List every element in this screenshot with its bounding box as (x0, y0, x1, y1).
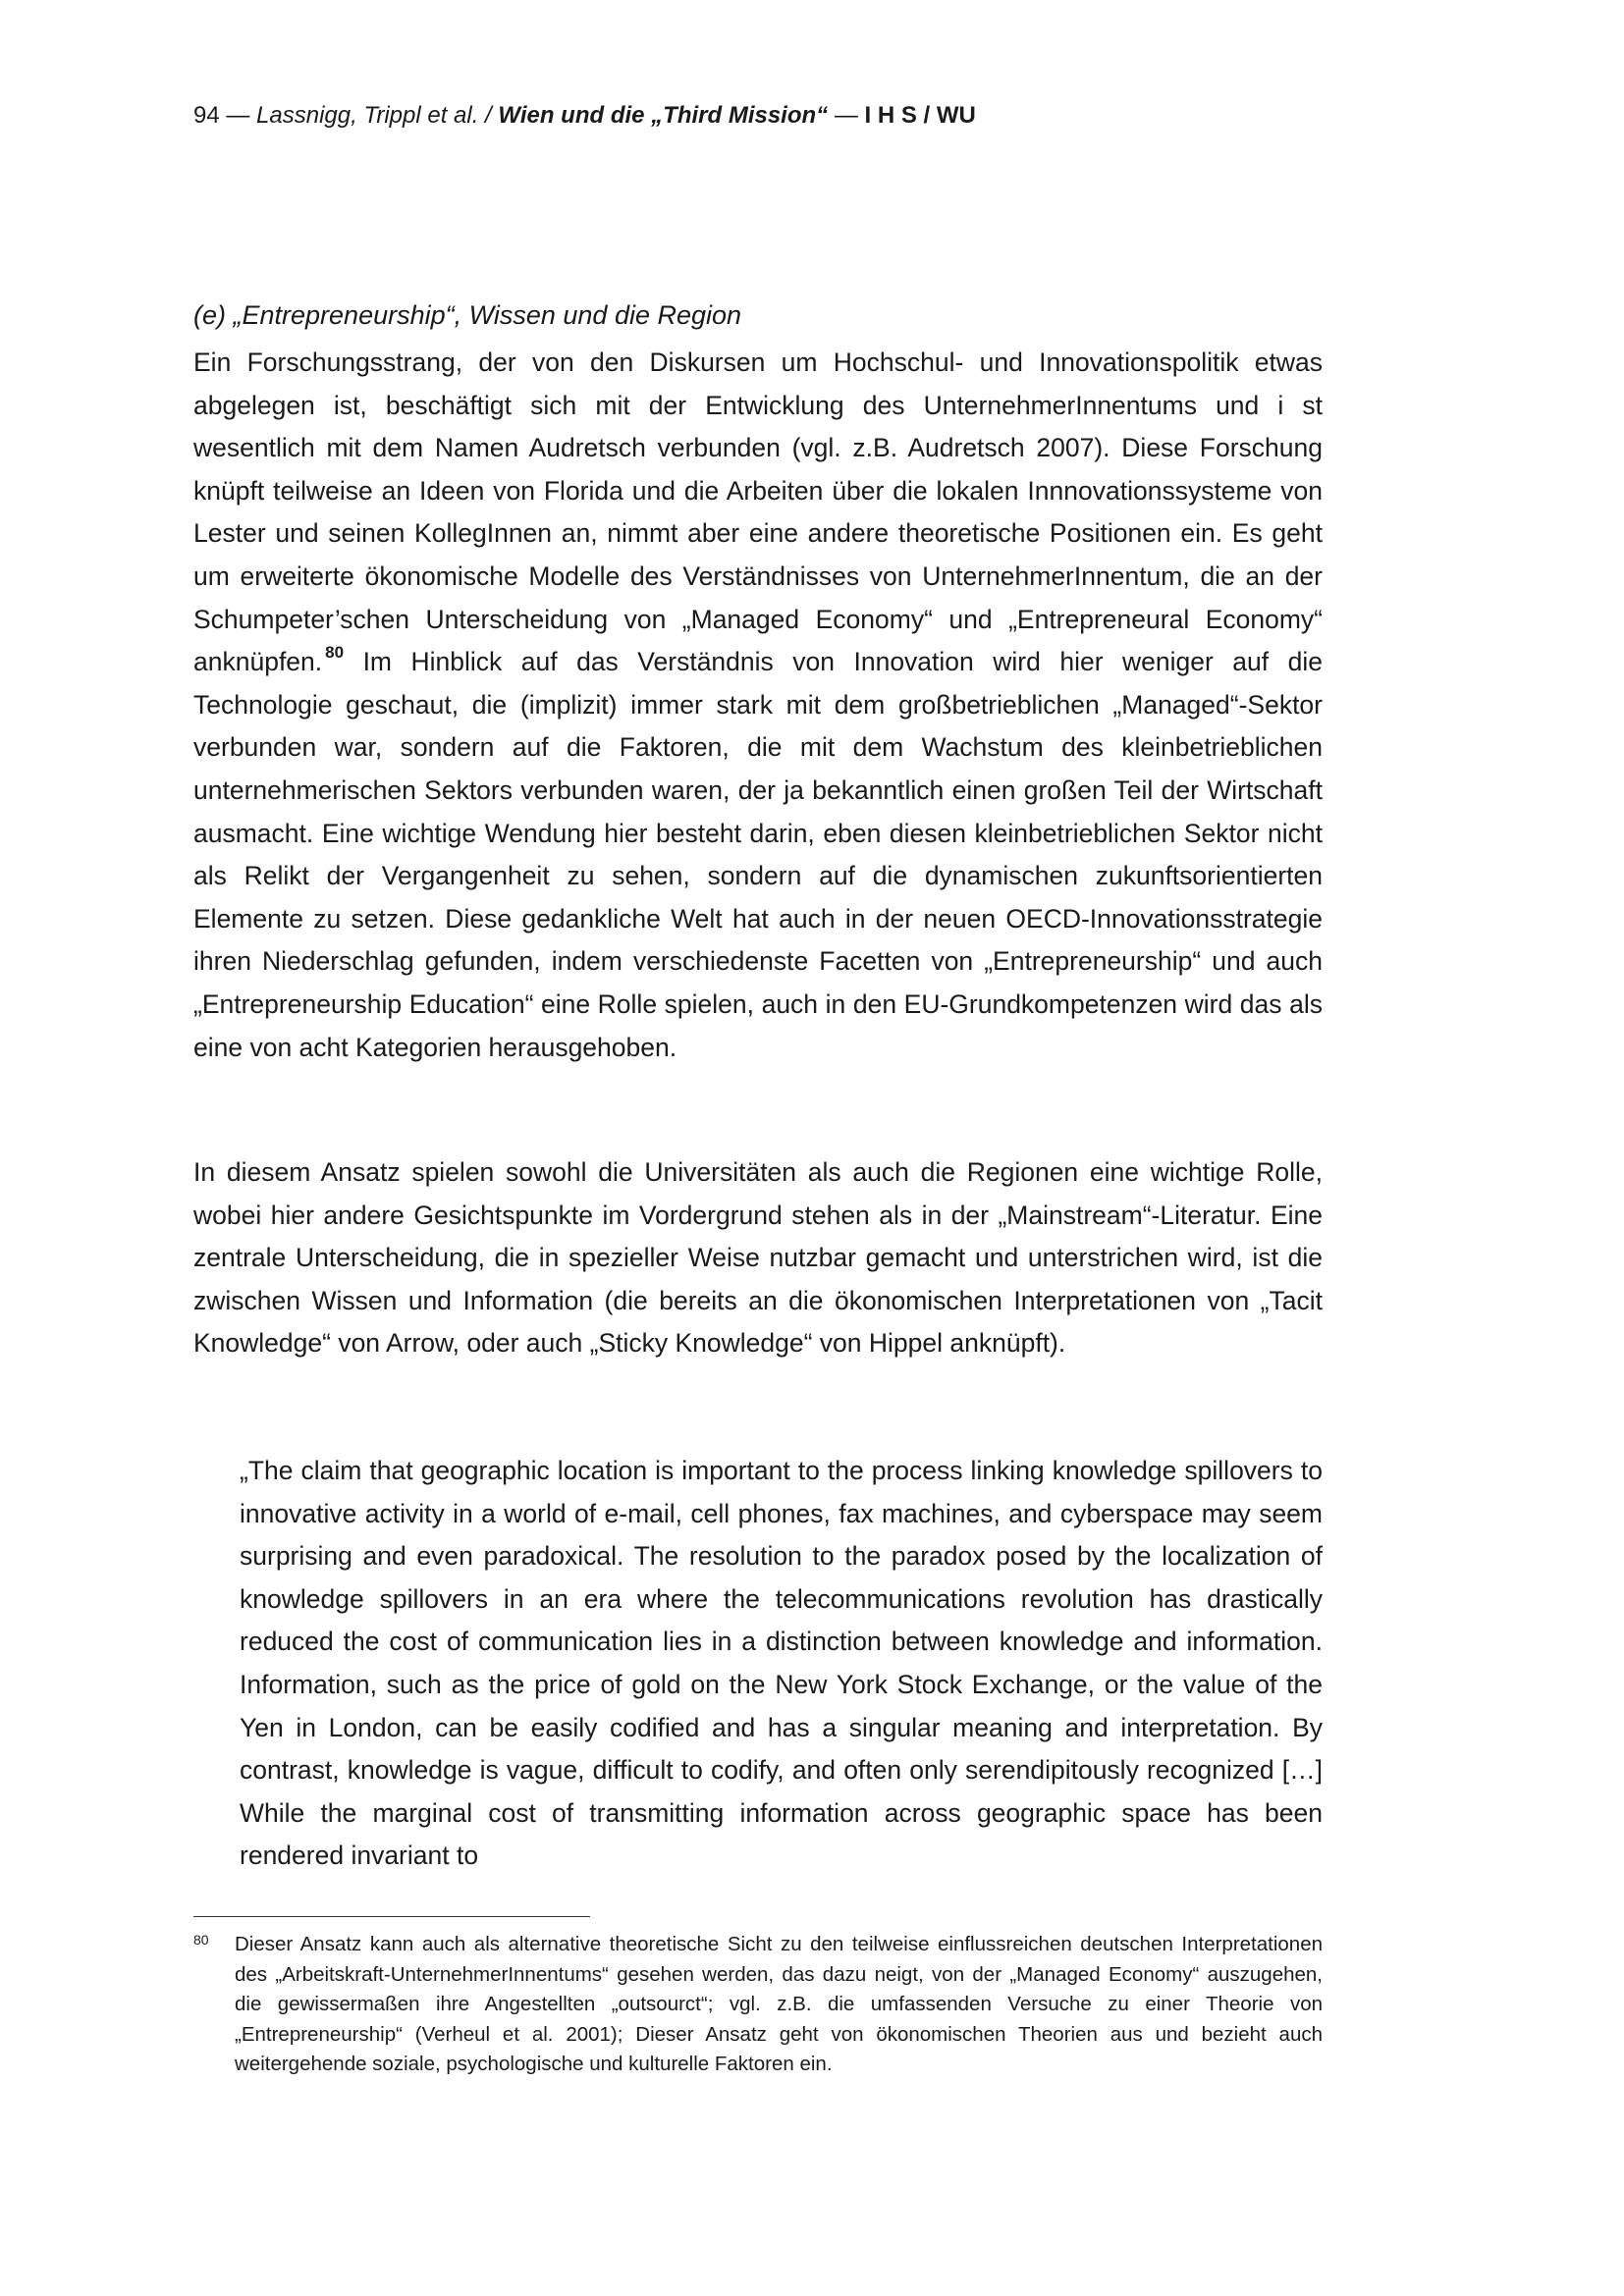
footnote (193, 1930, 1323, 2080)
header-authors: Lassnigg, Trippl et al. / (256, 102, 499, 129)
header-dash: — (828, 102, 865, 129)
header-institutions: I H S / WU (864, 102, 976, 129)
paragraph-text: Ein Forschungsstrang, der von den Diskursen um Hochschul- und Innovationspolitik etwas abgelegen ist, beschäftigt sich mit der Entwicklung des UnternehmerInnentums und i st wesentlich mit dem Namen Audretsch verbunden (vgl. z.B. Audretsch 2007). Diese Forschung knüpft teilweise an Ideen von Florida und die Arbeiten über die lokalen Innnovationssysteme von Lester und seinen KollegInnen an, nimmt aber eine andere theoretische Positionen ein. Es geht um erweiterte ökonomische Modelle des Verständnisses von UnternehmerInnentum, die an der Schumpeter’schen Unterscheidung von „Managed Economy“ und „Entrepreneural Economy“ anknüpfen. (193, 347, 1323, 677)
footnote-text: Dieser Ansatz kann auch als alternative theoretische Sicht zu den teilweise einflussreichen deutschen Interpretationen des „Arbeitskraft-UnternehmerInnentums“ gesehen werden, das dazu neigt, von der „Managed Economy“ auszugehen, die gewissermaßen ihre Angestellten „outsourct“; vgl. z.B. die umfassenden Versuche zu einer Theorie von „Entrepreneurship“ (Verheul et al. 2001); Dieser Ansatz geht von ökonomischen Theorien aus und bezieht auch weitergehende soziale, psychologische und kulturelle Faktoren ein. (235, 1933, 1323, 2076)
footnote-reference[interactable]: 80 (325, 643, 345, 663)
page-number: 94 (193, 102, 220, 129)
section-heading: (e) „Entrepreneurship“, Wissen und die Region (193, 300, 742, 330)
body-paragraph-1 (193, 342, 1323, 1069)
body-paragraph-2: In diesem Ansatz spielen sowohl die Universitäten als auch die Regionen eine wichtige Rolle, wobei hier andere Gesichtspunkte im Vordergrund stehen als in der „Mainstream“-Literatur. Eine zentrale Unterscheidung, die in spezieller Weise nutzbar gemacht und unterstrichen wird, ist die zwischen Wissen und Information (die bereits an die ökonomischen Interpretationen von „Tacit Knowledge“ von Arrow, oder auch „Sticky Knowledge“ von Hippel anknüpft). (193, 1157, 1323, 1359)
block-quote: „The claim that geographic location is important to the process linking knowledge spillovers to innovative activity in a world of e-mail, cell phones, fax machines, and cyberspace may seem surprising and even paradoxical. The resolution to the paradox posed by the localization of knowledge spillovers in an era where the telecommunications revolution has drastically reduced the cost of communication lies in a distinction between knowledge and information. Information, such as the price of gold on the New York Stock Exchange, or the value of the Yen in London, can be easily codified and has a singular meaning and interpretation. By contrast, knowledge is vague, difficult to codify, and often only serendipitously recognized […] While the marginal cost of transmitting information across geographic space has been rendered invariant to (240, 1456, 1323, 1871)
header-title: Wien und die „Third Mission“ (498, 102, 829, 129)
footnote-number: 80 (193, 1932, 209, 1948)
running-header (193, 100, 976, 132)
paragraph-text: Im Hinblick auf das Verständnis von Innovation wird hier weniger auf die Technologie geschaut, die (implizit) immer stark mit dem großbetrieblichen „Managed“-Sektor verbunden war, sondern auf die Faktoren, die mit dem Wachstum des kleinbetrieblichen unternehmerischen Sektors verbunden waren, der ja bekanntlich einen großen Teil der Wirtschaft ausmacht. Eine wichtige Wendung hier besteht darin, eben diesen kleinbetrieblichen Sektor nicht als Relikt der Vergangenheit zu sehen, sondern auf die dynamischen zukunftsorientierten Elemente zu setzen. Diese gedankliche Welt hat auch in der neuen OECD-Innovationsstrategie ihren Niederschlag gefunden, indem verschiedenste Facetten von „Entrepreneurship“ und auch „Entrepreneurship Education“ eine Rolle spielen, auch in den EU-Grundkompetenzen wird das als eine von acht Kategorien herausgehoben. (193, 647, 1323, 1062)
header-dash: — (219, 102, 257, 129)
footnote-divider (193, 1916, 590, 1917)
